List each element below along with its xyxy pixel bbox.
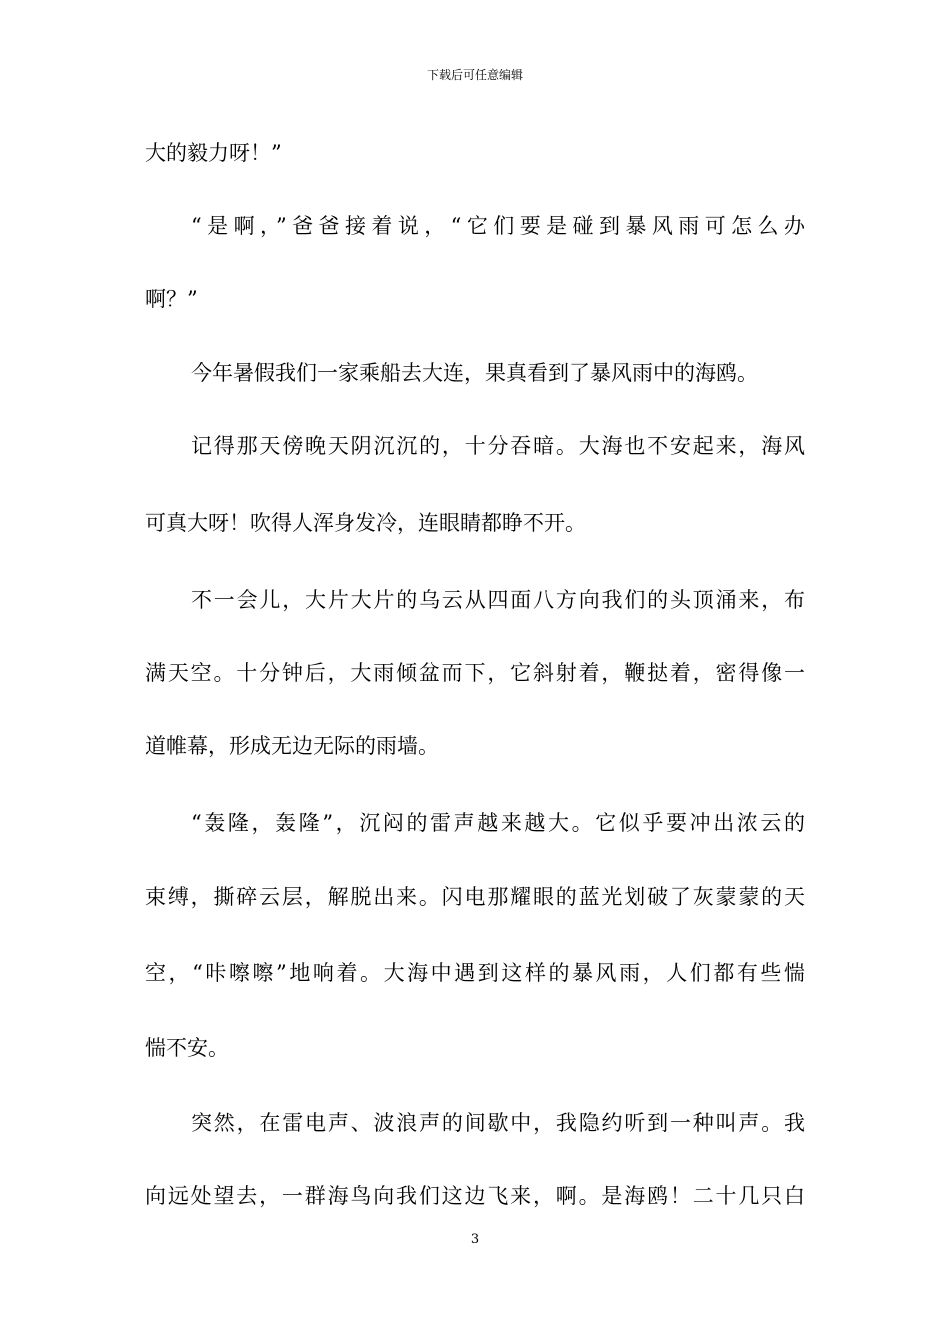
page-number: 3 [470,1232,480,1247]
text-line-3: 啊？” [145,287,198,311]
text-line-9: 道帷幕，形成无边无际的雨墙。 [145,734,439,758]
text-line-8: 满天空。十分钟后，大雨倾盆而下，它斜射着，鞭挞着，密得像一 [145,661,805,685]
text-line-11: 束缚，撕碎云层，解脱出来。闪电那耀眼的蓝光划破了灰蒙蒙的天 [145,885,805,909]
text-line-14: 突然，在雷电声、波浪声的间歇中，我隐约听到一种叫声。我 [191,1111,805,1135]
text-line-13: 惴不安。 [145,1036,229,1060]
text-line-10: “轰隆，轰隆”，沉闷的雷声越来越大。它似乎要冲出浓云的 [191,811,805,835]
text-line-6: 可真大呀！吹得人浑身发冷，连眼睛都睁不开。 [145,511,586,535]
text-line-2: “是啊，”爸爸接着说，“它们要是碰到暴风雨可怎么办 [191,214,805,238]
text-line-5: 记得那天傍晚天阴沉沉的，十分吞暗。大海也不安起来，海风 [191,434,805,458]
text-line-12: 空，“咔嚓嚓”地响着。大海中遇到这样的暴风雨，人们都有些惴 [145,961,805,985]
text-line-15: 向远处望去，一群海鸟向我们这边飞来，啊。是海鸥！二十几只白 [145,1184,805,1208]
page-header: 下载后可任意编辑 [426,68,523,82]
text-line-7: 不一会儿，大片大片的乌云从四面八方向我们的头顶涌来，布 [191,588,805,612]
text-line-4: 今年暑假我们一家乘船去大连，果真看到了暴风雨中的海鸥。 [191,361,758,385]
text-line-1: 大的毅力呀！” [145,141,282,165]
